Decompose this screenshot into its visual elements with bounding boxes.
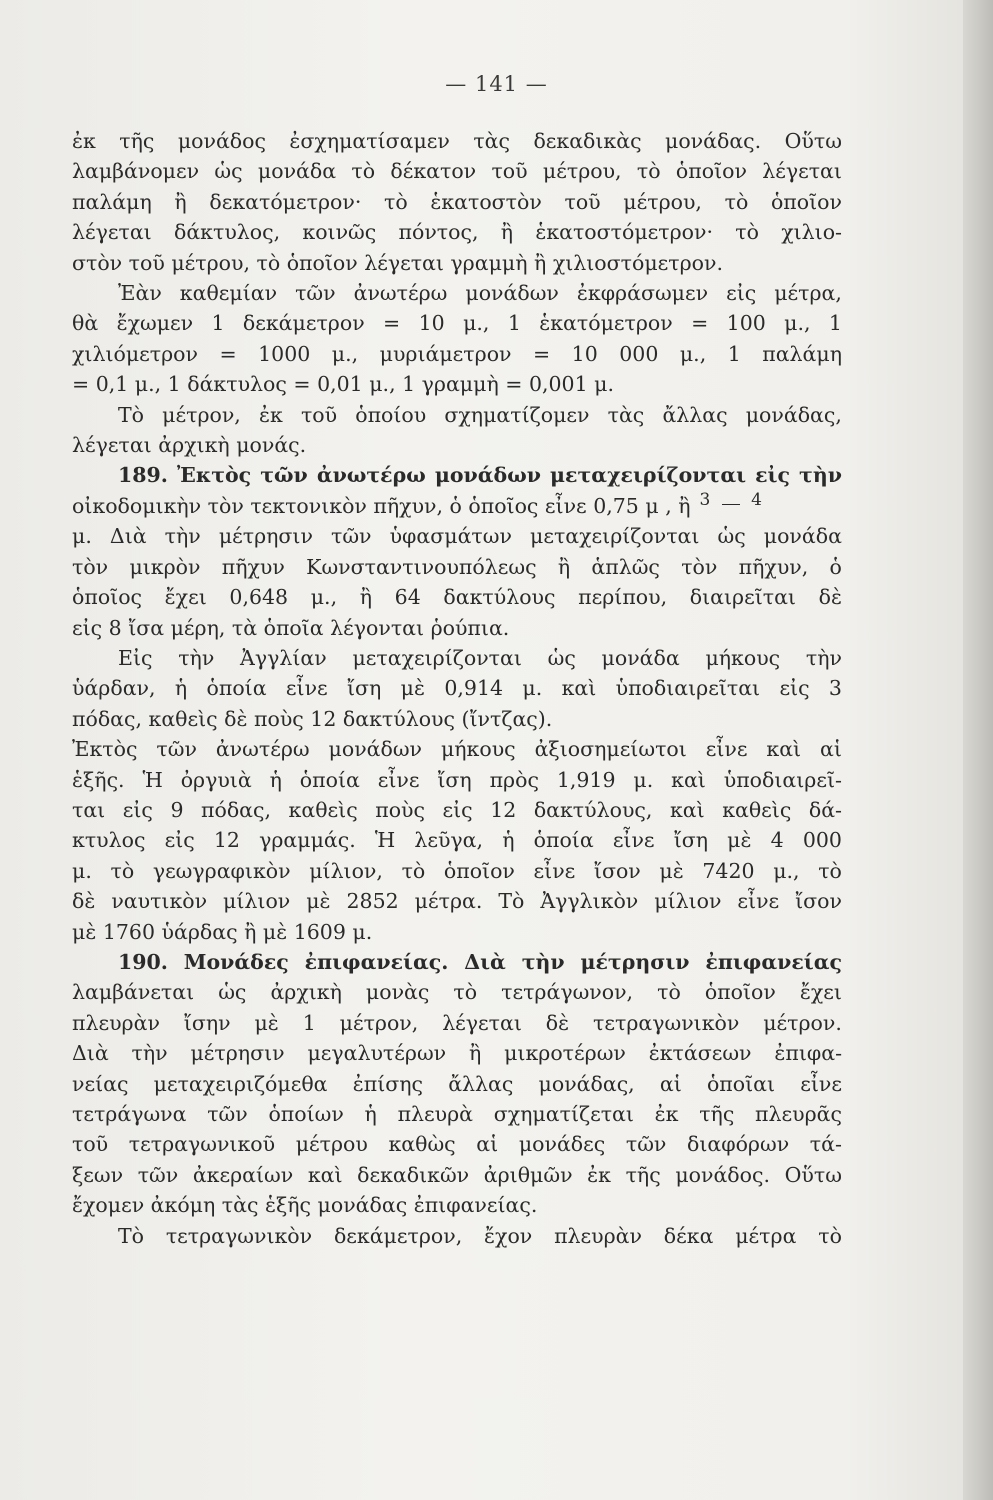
text-line: παλάμη ἢ δεκατόμετρον· τὸ ἑκατοστὸν τοῦ μέτρου, τὸ ὁποῖον xyxy=(72,189,842,214)
text-line: Τὸ τετραγωνικὸν δεκάμετρον, ἔχον πλευρὰν δέκα μέτρα τὸ xyxy=(118,1223,842,1248)
text-line: δὲ ναυτικὸν μίλιον μὲ 2852 μέτρα. Τὸ Ἀγγλικὸν μίλιον εἶνε ἴσον xyxy=(72,889,842,914)
text-line: ἔχομεν ἀκόμη τὰς ἑξῆς μονάδας ἐπιφανείας. xyxy=(72,1193,538,1218)
text-line: Τὸ μέτρον, ἐκ τοῦ ὁποίου σχηματίζομεν τὰς ἄλλας μονάδας, xyxy=(118,402,842,427)
fraction-numerator: 3 xyxy=(699,489,711,510)
text-line: στὸν τοῦ μέτρου, τὸ ὁποῖον λέγεται γραμμὴ ἢ χιλιοστόμετρον. xyxy=(72,250,723,275)
text-line: χιλιόμετρον = 1000 μ., μυριάμετρον = 10 000 μ., 1 παλάμη xyxy=(72,341,842,366)
text-line: εἰς 8 ἴσα μέρη, τὰ ὁποῖα λέγονται ῥούπια. xyxy=(72,615,510,640)
text-line: ξεων τῶν ἀκεραίων καὶ δεκαδικῶν ἀριθμῶν ἐκ τῆς μονάδος. Οὕτω xyxy=(72,1162,842,1187)
text-line: = 0,1 μ., 1 δάκτυλος = 0,01 μ., 1 γραμμὴ = 0,001 μ. xyxy=(72,372,614,397)
fraction xyxy=(700,491,768,521)
text-line: τοῦ τετραγωνικοῦ μέτρου καθὼς αἱ μονάδες τῶν διαφόρων τά- xyxy=(72,1132,842,1157)
text-line: πόδας, καθεὶς δὲ ποὺς 12 δακτύλους (ἴντζας). xyxy=(72,706,553,731)
text-line-with-fraction xyxy=(72,491,842,521)
fraction-denominator: 4 xyxy=(751,489,762,510)
body-text xyxy=(72,126,842,1251)
text-line: μ. Διὰ τὴν μέτρησιν τῶν ὑφασμάτων μεταχειρίζονται ὡς μονάδα xyxy=(72,524,842,549)
text-line: λέγεται δάκτυλος, κοινῶς πόντος, ἢ ἑκατοστόμετρον· τὸ χιλιο- xyxy=(72,220,842,245)
text-line: οἰκοδομικὴν τὸν τεκτονικὸν πῆχυν, ὁ ὁποῖος εἶνε 0,75 μ , ἢ xyxy=(72,493,691,518)
text-line: ὑάρδαν, ἡ ὁποία εἶνε ἴση μὲ 0,914 μ. καὶ ὑποδιαιρεῖται εἰς 3 xyxy=(72,676,842,701)
text-line: πλευρὰν ἴσην μὲ 1 μέτρον, λέγεται δὲ τετραγωνικὸν μέτρον. xyxy=(72,1010,842,1035)
text-line: νείας μεταχειριζόμεθα ἐπίσης ἄλλας μονάδας, αἱ ὁποῖαι εἶνε xyxy=(72,1071,842,1096)
section-189-line: 189. Ἐκτὸς τῶν ἀνωτέρω μονάδων μεταχειρίζονται εἰς τὴν xyxy=(118,463,842,488)
text-line: Ἐκτὸς τῶν ἀνωτέρω μονάδων μήκους ἀξιοσημείωτοι εἶνε καὶ αἱ xyxy=(72,737,842,762)
text-line: ἑξῆς. Ἡ ὀργυιὰ ἡ ὁποία εἶνε ἴση πρὸς 1,919 μ. καὶ ὑποδιαιρεῖ- xyxy=(72,767,842,792)
text-line: μ. τὸ γεωγραφικὸν μίλιον, τὸ ὁποῖον εἶνε ἴσον μὲ 7420 μ., τὸ xyxy=(72,858,842,883)
text-line: ται εἰς 9 πόδας, καθεὶς ποὺς εἰς 12 δακτύλους, καὶ καθεὶς δά- xyxy=(72,797,842,822)
text-line: λαμβάνομεν ὡς μονάδα τὸ δέκατον τοῦ μέτρου, τὸ ὁποῖον λέγεται xyxy=(72,159,842,184)
page-number: — 141 — xyxy=(445,72,548,96)
text-line: κτυλος εἰς 12 γραμμάς. Ἡ λεῦγα, ἡ ὁποία εἶνε ἴση μὲ 4 000 xyxy=(72,828,842,853)
text-line: τετράγωνα τῶν ὁποίων ἡ πλευρὰ σχηματίζεται ἐκ τῆς πλευρᾶς xyxy=(72,1102,842,1126)
text-line: λέγεται ἀρχικὴ μονάς. xyxy=(72,433,307,458)
section-190-line: 190. Μονάδες ἐπιφανείας. Διὰ τὴν μέτρησιν ἐπιφανείας xyxy=(118,949,842,974)
page-edge xyxy=(963,0,993,1500)
text-line: θὰ ἔχωμεν 1 δεκάμετρον = 10 μ., 1 ἑκατόμετρον = 100 μ., 1 xyxy=(72,311,842,336)
fraction-bar xyxy=(722,504,740,505)
text-line: τὸν μικρὸν πῆχυν Κωνσταντινουπόλεως ἢ ἁπλῶς τὸν πῆχυν, ὁ xyxy=(72,554,842,579)
text-line: Εἰς τὴν Ἀγγλίαν μεταχειρίζονται ὡς μονάδα μήκους τὴν xyxy=(118,645,842,670)
text-line: μὲ 1760 ὑάρδας ἢ μὲ 1609 μ. xyxy=(72,919,373,944)
text-line: Διὰ τὴν μέτρησιν μεγαλυτέρων ἢ μικροτέρων ἐκτάσεων ἐπιφα- xyxy=(72,1041,842,1066)
text-line: λαμβάνεται ὡς ἀρχικὴ μονὰς τὸ τετράγωνον, τὸ ὁποῖον ἔχει xyxy=(72,980,842,1005)
text-line: ἐκ τῆς μονάδος ἐσχηματίσαμεν τὰς δεκαδικὰς μονάδας. Οὕτω xyxy=(72,129,842,153)
text-line: Ἐὰν καθεμίαν τῶν ἀνωτέρω μονάδων ἐκφράσωμεν εἰς μέτρα, xyxy=(118,281,842,306)
text-line: ὁποῖος ἔχει 0,648 μ., ἢ 64 δακτύλους περίπου, διαιρεῖται δὲ xyxy=(72,585,842,610)
